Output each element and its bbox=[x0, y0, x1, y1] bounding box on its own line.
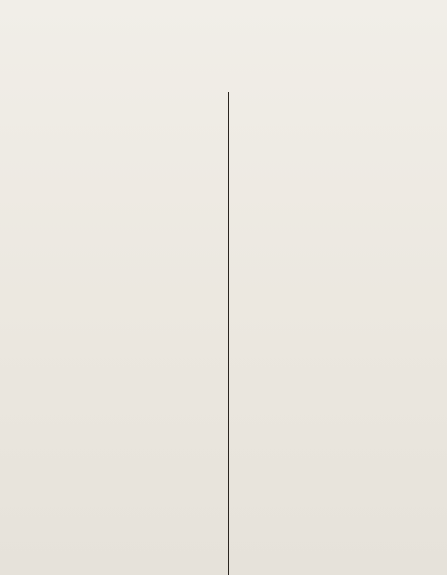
column-divider bbox=[228, 92, 229, 575]
